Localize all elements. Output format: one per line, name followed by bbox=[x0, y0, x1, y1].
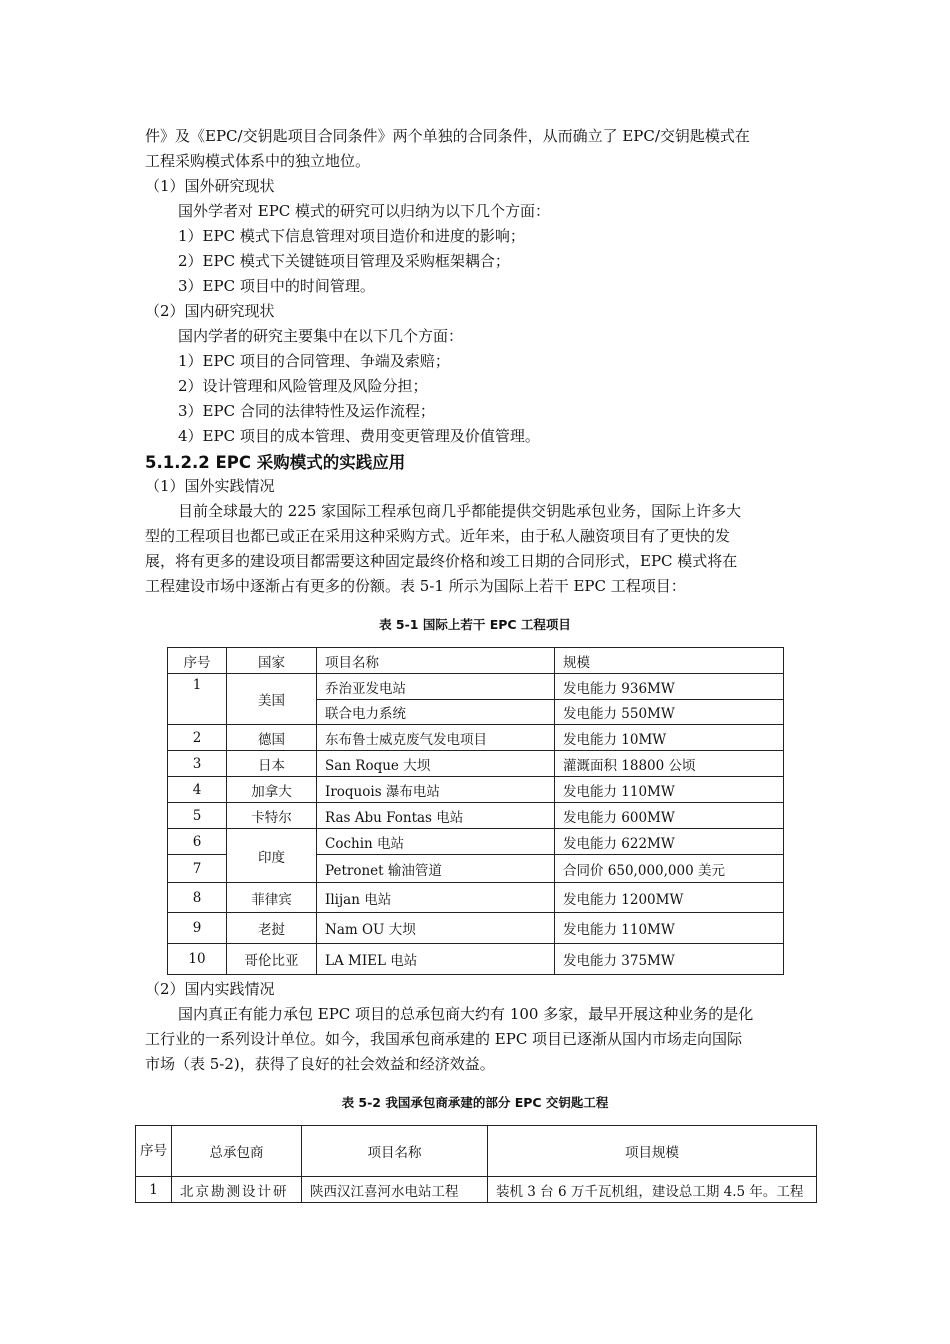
table-cell-contractor: 北京勘测设计研 bbox=[172, 1177, 302, 1203]
paragraph-line: 工行业的一系列设计单位。如今，我国承包商承建的 EPC 项目已逐渐从国内市场走向国际 bbox=[145, 1030, 743, 1048]
table-cell-no: 3 bbox=[168, 751, 227, 777]
table-header-cell: 总承包商 bbox=[172, 1126, 302, 1177]
table-cell-name: Nam OU 大坝 bbox=[317, 913, 555, 944]
table-cell-no: 2 bbox=[168, 725, 227, 751]
table-row bbox=[168, 883, 784, 913]
paragraph-line: 型的工程项目也都已或正在采用这种采购方式。近年来，由于私人融资项目有了更快的发 bbox=[145, 527, 731, 545]
list-item: 4）EPC 项目的成本管理、费用变更管理及价值管理。 bbox=[178, 427, 540, 445]
table-header-cell: 序号 bbox=[136, 1126, 172, 1177]
list-item: 1）EPC 模式下信息管理对项目造价和进度的影响； bbox=[178, 227, 525, 245]
list-item: 3）EPC 项目中的时间管理。 bbox=[178, 277, 375, 295]
table-cell-country: 德国 bbox=[227, 725, 317, 751]
table-header-cell: 序号 bbox=[168, 648, 227, 674]
paragraph-line: 国外学者对 EPC 模式的研究可以归纳为以下几个方面： bbox=[178, 202, 551, 220]
table-cell-scale: 发电能力 110MW bbox=[555, 913, 784, 944]
list-item: 2）设计管理和风险管理及风险分担； bbox=[178, 377, 428, 395]
list-item: 2）EPC 模式下关键链项目管理及采购框架耦合； bbox=[178, 252, 510, 270]
table-header-cell: 项目名称 bbox=[317, 648, 555, 674]
table-row bbox=[168, 944, 784, 975]
table-row bbox=[168, 803, 784, 829]
table-row bbox=[168, 751, 784, 777]
table2-caption: 表 5-2 我国承包商承建的部分 EPC 交钥匙工程 bbox=[341, 1095, 609, 1110]
table-cell-scale: 发电能力 110MW bbox=[555, 777, 784, 803]
table-cell-no: 8 bbox=[168, 883, 227, 913]
table-cell-country: 老挝 bbox=[227, 913, 317, 944]
table-cell-country: 卡特尔 bbox=[227, 803, 317, 829]
table-cell-no: 1 bbox=[136, 1177, 172, 1203]
subheading-foreign-research: （1）国外研究现状 bbox=[145, 177, 275, 195]
table-row bbox=[136, 1177, 817, 1203]
table-cell-scale: 发电能力 1200MW bbox=[555, 883, 784, 913]
table-cell-name: San Roque 大坝 bbox=[317, 751, 555, 777]
table-cell-scale: 发电能力 550MW bbox=[555, 700, 784, 725]
table-row bbox=[168, 725, 784, 751]
table-row bbox=[168, 777, 784, 803]
paragraph-line: 展，将有更多的建设项目都需要这种固定最终价格和竣工日期的合同形式，EPC 模式将在 bbox=[145, 552, 738, 570]
paragraph-line: 目前全球最大的 225 家国际工程承包商几乎都能提供交钥匙承包业务，国际上许多大 bbox=[178, 502, 742, 520]
table-header-cell: 国家 bbox=[227, 648, 317, 674]
table-cell-country: 哥伦比亚 bbox=[227, 944, 317, 975]
paragraph-line: 件》及《EPC/交钥匙项目合同条件》两个单独的合同条件，从而确立了 EPC/交钥匙模式在 bbox=[145, 127, 750, 145]
table-header-cell: 项目规模 bbox=[488, 1126, 817, 1177]
table-cell-name: 联合电力系统 bbox=[317, 700, 555, 725]
paragraph-line: 工程建设市场中逐渐占有更多的份额。表 5-1 所示为国际上若干 EPC 工程项目： bbox=[145, 577, 686, 595]
table-row bbox=[168, 829, 784, 855]
table-cell-country: 菲律宾 bbox=[227, 883, 317, 913]
paragraph-line: 工程采购模式体系中的独立地位。 bbox=[145, 152, 371, 170]
table-cell-name: Iroquois 瀑布电站 bbox=[317, 777, 555, 803]
table-cell-name: Cochin 电站 bbox=[317, 829, 555, 855]
table-cell-country: 加拿大 bbox=[227, 777, 317, 803]
section-heading: 5.1.2.2 EPC 采购模式的实践应用 bbox=[145, 453, 406, 472]
list-item: 3）EPC 合同的法律特性及运作流程； bbox=[178, 402, 435, 420]
table-cell-name: Petronet 输油管道 bbox=[317, 855, 555, 883]
table-cell-no: 7 bbox=[168, 855, 227, 883]
table-cell-name: Ilijan 电站 bbox=[317, 883, 555, 913]
epc-projects-table bbox=[167, 647, 784, 975]
table-cell-name: 陕西汉江喜河水电站工程 bbox=[302, 1177, 488, 1203]
table-cell-scale: 合同价 650,000,000 美元 bbox=[555, 855, 784, 883]
table-cell-name: LA MIEL 电站 bbox=[317, 944, 555, 975]
table-cell-no: 5 bbox=[168, 803, 227, 829]
subheading-foreign-practice: （1）国外实践情况 bbox=[145, 477, 275, 495]
table-cell-no: 9 bbox=[168, 913, 227, 944]
table-cell-name: 东布鲁士威克废气发电项目 bbox=[317, 725, 555, 751]
table-cell-scale: 发电能力 600MW bbox=[555, 803, 784, 829]
table-cell-scale: 发电能力 375MW bbox=[555, 944, 784, 975]
table-cell-scale: 发电能力 622MW bbox=[555, 829, 784, 855]
table-row bbox=[168, 674, 784, 700]
table-cell-no: 6 bbox=[168, 829, 227, 855]
table-cell-scale: 灌溉面积 18800 公顷 bbox=[555, 751, 784, 777]
table-cell-country: 日本 bbox=[227, 751, 317, 777]
table-cell-no: 4 bbox=[168, 777, 227, 803]
subheading-domestic-research: （2）国内研究现状 bbox=[145, 302, 275, 320]
table-cell-scale: 发电能力 936MW bbox=[555, 674, 784, 700]
table-row bbox=[168, 913, 784, 944]
paragraph-line: 国内学者的研究主要集中在以下几个方面： bbox=[178, 327, 464, 345]
table-header-cell: 项目名称 bbox=[302, 1126, 488, 1177]
table-cell-no: 10 bbox=[168, 944, 227, 975]
table-cell-country: 美国 bbox=[227, 674, 317, 725]
paragraph-line: 市场（表 5-2)，获得了良好的社会效益和经济效益。 bbox=[145, 1055, 495, 1073]
table-cell-name: 乔治亚发电站 bbox=[317, 674, 555, 700]
table-cell-scale: 发电能力 10MW bbox=[555, 725, 784, 751]
table-header-row bbox=[168, 648, 784, 674]
subheading-domestic-practice: （2）国内实践情况 bbox=[145, 980, 275, 998]
table-cell-no: 1 bbox=[168, 674, 227, 725]
table-header-row bbox=[136, 1126, 817, 1177]
table-cell-scale: 装机 3 台 6 万千瓦机组，建设总工期 4.5 年。工程 bbox=[488, 1177, 817, 1203]
table-cell-name: Ras Abu Fontas 电站 bbox=[317, 803, 555, 829]
table1-caption: 表 5-1 国际上若干 EPC 工程项目 bbox=[379, 617, 571, 632]
table-cell-country: 印度 bbox=[227, 829, 317, 883]
paragraph-line: 国内真正有能力承包 EPC 项目的总承包商大约有 100 多家，最早开展这种业务的是化 bbox=[178, 1005, 754, 1023]
table-header-cell: 规模 bbox=[555, 648, 784, 674]
list-item: 1）EPC 项目的合同管理、争端及索赔； bbox=[178, 352, 450, 370]
domestic-epc-table bbox=[135, 1125, 817, 1203]
